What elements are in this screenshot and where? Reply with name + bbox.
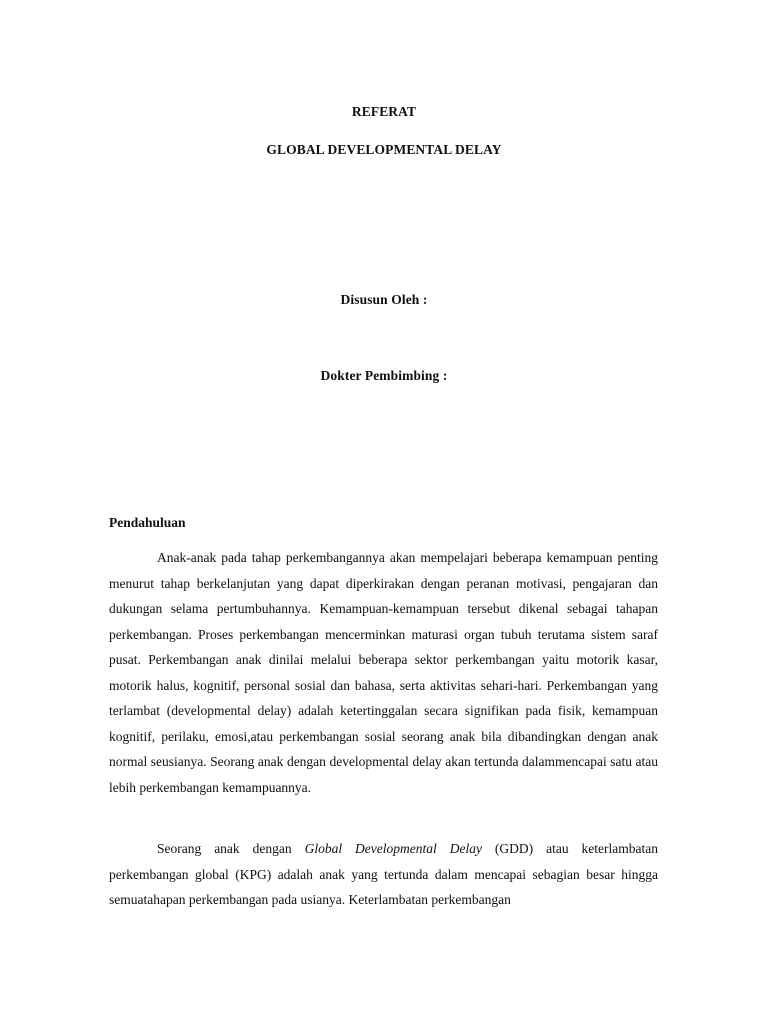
paragraph-gdd-start: Seorang anak dengan xyxy=(157,841,305,856)
section-heading: Pendahuluan xyxy=(109,515,186,530)
paragraph-gdd-term: Global Developmental Delay xyxy=(304,841,482,856)
paragraph-intro: Anak-anak pada tahap perkembangannya akan mempelajari beberapa kemampuan penting menurut tahap berkelanjutan yang dapat diperkirakan dengan peranan motivasi, pengajaran dan dukungan selama pertumbuhannya. Kemampuan-kemampuan tersebut dikenal sebagai tahapan perkembangan. Proses perkembangan mencerminkan maturasi organ tubuh terutama sistem saraf pusat. Perkembangan anak dinilai melalui beberapa sektor perkembangan yaitu motorik kasar, motorik halus, kognitif, personal sosial dan bahasa, serta aktivitas sehari-hari. Perkembangan yang terlambat (developmental delay) adalah ketertinggalan secara signifikan pada fisik, kemampuan kognitif, perilaku, emosi,atau perkembangan sosial seorang anak bila dibandingkan dengan anak normal seusianya. Seorang anak dengan developmental delay akan tertunda dalammencapai satu atau lebih perkembangan kemampuannya. xyxy=(109,550,658,795)
paragraph-gdd-rest: (GDD) atau keterlambatan perkembangan global (KPG) adalah anak yang tertunda dalam mencapai sebagian besar hingga semuatahapan perkembangan pada usianya. Keterlambatan perkembangan xyxy=(109,841,659,907)
author-label: Disusun Oleh : xyxy=(340,292,428,307)
document-title: REFERAT xyxy=(351,104,417,119)
document-subtitle: GLOBAL DEVELOPMENTAL DELAY xyxy=(266,142,502,157)
paragraph-gdd xyxy=(109,836,658,913)
supervisor-label: Dokter Pembimbing : xyxy=(320,368,448,383)
